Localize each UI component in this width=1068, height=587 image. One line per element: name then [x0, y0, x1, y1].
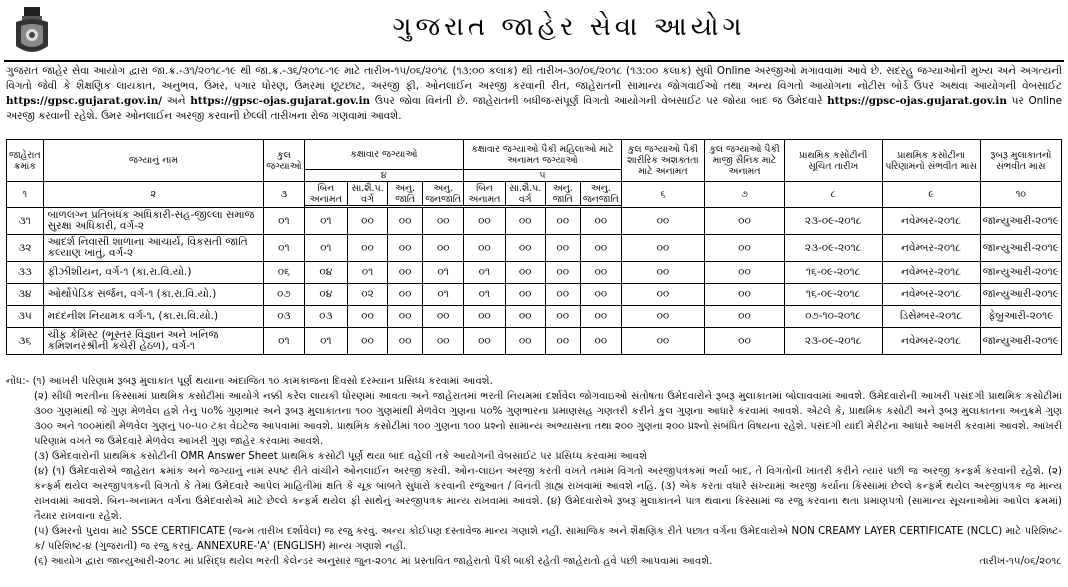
- intro-text-4: પર Online અરજી કરવાની રહેશે. ઉંમર ઓનલાઈન અરજી કરવાની છેલ્લી તારીખના રોજ ગણવામાં આવશે.: [6, 95, 1063, 122]
- col-number-5: ૫: [464, 170, 622, 182]
- cell-post-name: ઓર્થોપેડિક સર્જન, વર્ગ-૧ (કા.રા.વિ.યો.): [43, 284, 264, 306]
- note-1: નોંધ:- (૧) આખરી પરિણામ રૂબરૂ મુલાકાત પૂર્ણ થયાના અંદાજિત ૧૦ કામકાજના દિવસો દરમ્યાન પ્રસિધ્ધ કરવામાં આવશે.: [6, 376, 493, 387]
- notice-date: તારીખ-૧૫/૦૬/૨૦૧૮: [979, 556, 1062, 567]
- col-number-1: ૧: [7, 182, 44, 208]
- cell-women-sebc: ૦૦: [505, 306, 545, 328]
- cell-women-st: ૦૦: [580, 328, 621, 355]
- table-row: [7, 235, 1062, 262]
- sub-sc-women: અનુ. જાતિ: [545, 182, 580, 206]
- cell-result-month: નવેમ્બર-૨૦૧૮: [882, 235, 980, 262]
- intro-text-1: ગુજરાત જાહેર સેવા આયોગ દ્વારા જા.ક્ર.-૩૧/૨૦૧૮-૧૯ થી જા.ક્ર.-૩૬/૨૦૧૮-૧૯ માટે તારીખ-૧૫/૦૬/૨૦૧૮ (૧૩:૦૦ કલાક) થી તારીખ-૩૦/૦૬/૨૦૧૮ (૧૩:૦૦ કલાક) સુધી Online અરજીઓ મંગાવવામાં આવે છે. સદરહુ જગ્યાઓની મુખ્ય અને અગત્યની વિગતો જેવી કે શૈક્ષણિક લાયકાત, અનુભવ, ઉંમર, પગાર ધોરણ, ઉંમરમાં છૂટછાટ, અરજી ફી, ઓનલાઈન અરજી કરવાની રીત, જાહેરાતની સામાન્ય જોગવાઈઓ તથા અન્ય વિગતો આયોગના નોટીસ બોર્ડ ઉપર અથવા આયોગની વેબસાઈટ: [6, 65, 1062, 92]
- cell-women-st: ૦૦: [580, 306, 621, 328]
- cell-result-month: નવેમ્બર-૨૦૧૮: [882, 262, 980, 284]
- col-result-month: પ્રાથમિક કસોટીના પરિણામનો સંભવીત માસ: [882, 140, 980, 182]
- cell-women-sc: ૦૦: [545, 284, 580, 306]
- cell-post-name: બાળલગ્ન પ્રતિબંધક અધિકારી-સહ-જીલ્લા સમાજ સુરક્ષા અધિકારી, વર્ગ-૨: [43, 208, 264, 235]
- cell-women-sebc: ૦૦: [505, 262, 545, 284]
- cell-cat-sc: ૦૦: [387, 284, 422, 306]
- intro-text-2: અને: [166, 95, 186, 107]
- cell-interview-month: જાન્યુઆરી-૨૦૧૯: [980, 235, 1061, 262]
- table-row: [7, 262, 1062, 284]
- cell-disabled: ૦૦: [621, 208, 704, 235]
- cell-interview-month: ફેબ્રુઆરી-૨૦૧૯: [980, 306, 1061, 328]
- cell-cat-st: ૦૦: [423, 208, 464, 235]
- cell-cat-general: ૦૩: [304, 306, 348, 328]
- col-interview-month: રૂબરૂ મુલાકાતનો સંભવીત માસ: [980, 140, 1061, 182]
- cell-prelim-date: ૨૩-૦૯-૨૦૧૮: [784, 328, 882, 355]
- intro-paragraph: [6, 64, 1062, 124]
- cell-cat-st: ૦૧: [423, 284, 464, 306]
- cell-women-sebc: ૦૦: [505, 235, 545, 262]
- cell-women-st: ૦૦: [580, 284, 621, 306]
- cell-cat-sebc: ૦૦: [348, 306, 388, 328]
- cell-cat-sc: ૦૦: [387, 235, 422, 262]
- cell-women-sc: ૦૦: [545, 208, 580, 235]
- cell-interview-month: જાન્યુઆરી-૨૦૧૯: [980, 328, 1061, 355]
- cell-cat-sebc: ૦૦: [348, 208, 388, 235]
- table-row: [7, 306, 1062, 328]
- cell-cat-general: ૦૧: [304, 235, 348, 262]
- notes-section: [6, 374, 1062, 569]
- cell-women-general: ૦૦: [464, 208, 506, 235]
- sub-general: બિન અનામત: [304, 182, 348, 206]
- cell-women-sebc: ૦૦: [505, 284, 545, 306]
- col-adv-no: જાહેરાત ક્રમાંક: [7, 140, 44, 182]
- cell-post-name: આદર્શ નિવાસી શાળાના આચાર્ય, વિકસતી જાતિ કલ્યાણ ખાતું, વર્ગ-૨: [43, 235, 264, 262]
- cell-cat-general: ૦૪: [304, 284, 348, 306]
- cell-result-month: નવેમ્બર-૨૦૧૮: [882, 328, 980, 355]
- col-number-3: ૩: [264, 182, 304, 208]
- note-6: (૬) આયોગ દ્વારા જાન્યુઆરી-૨૦૧૮ માં પ્રસિદ્ધ થયેલ ભરતી કેલેન્ડર અનુસાર જુન-૨૦૧૮ માં પ્રસ્તાવિત જાહેરાતો પૈકી બાકી રહેતી જાહેરાતો હવે પછી આપવામાં આવશે.: [34, 556, 713, 567]
- sub-sc: અનુ. જાતિ: [387, 182, 422, 206]
- cell-cat-sebc: ૦૧: [348, 262, 388, 284]
- col-number-7: ૭: [705, 182, 785, 208]
- cell-women-sebc: ૦૦: [505, 208, 545, 235]
- intro-text-3: ઉપર જોવા વિનંતી છે. જાહેરાતની બધીજ-સંપૂર્ણ વિગતો આયોગની વેબસાઈટ પર જોયા બાદ જ ઉમેદવારે: [374, 95, 823, 107]
- col-women-reserved: કક્ષાવાર જગ્યાઓ પૈકી મહિલાઓ માટે અનામત જગ્યાઓ: [464, 140, 622, 170]
- table-row: [7, 328, 1062, 355]
- sub-sebc-women: સા.શૈ.પ. વર્ગ: [505, 182, 545, 206]
- cell-women-sebc: ૦૦: [505, 328, 545, 355]
- cell-women-sc: ૦૦: [545, 235, 580, 262]
- cell-women-general: ૦૧: [464, 262, 506, 284]
- col-number-10: ૧૦: [980, 182, 1061, 208]
- cell-total: ૦૬: [264, 262, 304, 284]
- cell-prelim-date: ૧૬-૦૯-૨૦૧૮: [784, 262, 882, 284]
- cell-cat-general: ૦૧: [304, 328, 348, 355]
- cell-total: ૦૧: [264, 235, 304, 262]
- cell-exservice: ૦૦: [705, 208, 785, 235]
- cell-prelim-date: ૧૬-૦૯-૨૦૧૮: [784, 284, 882, 306]
- cell-result-month: ડિસેમ્બર-૨૦૧૮: [882, 306, 980, 328]
- note-2: (૨) સીધી ભરતીના કિસ્સામાં પ્રાથમિક કસોટીમાં આયોગે નક્કી કરેલ લાયકી ધોરણમાં આવતા અને જાહેરાતમાં ભરતી નિયમમાં દર્શાવેલ જોગવાઇઓ સંતોષતા ઉમેદવારોને રૂબરૂ મુલાકાતમાં બોલાવવામાં આવશે. ઉમેદવારોની આખરી પસંદગી પ્રાથમિક કસોટીમાં ૩૦૦ ગુણમાંથી જે ગુણ મેળવેલ હશે તેનું ૫૦% ગુણભાર અને રૂબરૂ મુલાકાતના ૧૦૦ ગુણમાંથી મેળવેલ ગુણના ૫૦% ગુણભારના પ્રમાણસહ ગણતરી કરીને કુલ ગુણના આધારે કરવામાં આવશે. એટલે કે, પ્રાથમિક કસોટી અને રૂબરૂ મુલાકાતના અનુક્રમે ગુણ ૩૦૦ અને ૧૦૦માંથી મેળવેલ ગુણનું ૫૦-૫૦ ટકા વેઇટેજ આપવામાં આવશે. પ્રાથમિક કસોટીમાં ૧૦૦ ગુણના ૧૦૦ પ્રશ્નો સામાન્ય અભ્યાસના તથા ૨૦૦ ગુણના ૨૦૦ પ્રશ્નો સંબંધિત વિષયના રહેશે. પસંદગી યાદી મેરીટના આધારે આખરી કરવામાં આવશે. આખરી પરિણામ વખતે જ ઉમેદવારે મેળવેલ આખરી ગુણ જાહેર કરવામાં આવશે.: [34, 391, 1062, 447]
- cell-cat-sc: ૦૦: [387, 262, 422, 284]
- cell-adv-no: ૩૧: [7, 208, 44, 235]
- cell-post-name: મદદનીશ નિયામક વર્ગ-૧, (કા.રા.વિ.યો.): [43, 306, 264, 328]
- posts-table: [6, 139, 1062, 355]
- sub-general-women: બિન અનામત: [464, 182, 506, 206]
- cell-cat-general: ૦૧: [304, 208, 348, 235]
- page-title: ગુજરાત જાહેર સેવા આયોગ: [392, 12, 746, 42]
- cell-women-st: ૦૦: [580, 208, 621, 235]
- col-total-posts: કુલ જગ્યાઓ: [264, 140, 304, 182]
- cell-exservice: ૦૦: [705, 306, 785, 328]
- col-exservice-reserved: કુલ જગ્યાઓ પૈકી માજી સૈનિક માટે અનામત: [705, 140, 785, 182]
- cell-disabled: ૦૦: [621, 262, 704, 284]
- cell-women-st: ૦૦: [580, 262, 621, 284]
- cell-women-sc: ૦૦: [545, 306, 580, 328]
- cell-interview-month: જાન્યુઆરી-૨૦૧૯: [980, 262, 1061, 284]
- cell-cat-sebc: ૦૦: [348, 328, 388, 355]
- cell-cat-st: ૦૦: [423, 328, 464, 355]
- cell-women-general: ૦૧: [464, 284, 506, 306]
- cell-interview-month: જાન્યુઆરી-૨૦૧૯: [980, 208, 1061, 235]
- cell-adv-no: ૩૬: [7, 328, 44, 355]
- cell-disabled: ૦૦: [621, 284, 704, 306]
- cell-interview-month: જાન્યુઆરી-૨૦૧૯: [980, 284, 1061, 306]
- note-3: (૩) ઉમેદવારોની પ્રાથમિક કસોટીની OMR Answer Sheet પ્રાથમિક કસોટી પૂર્ણ થયા બાદ વહેલી તકે આયોગની વેબસાઈટ પર પ્રસિધ્ધ કરવામાં આવશે: [34, 451, 648, 462]
- col-post-name: જગ્યાનું નામ: [43, 140, 264, 182]
- cell-cat-sebc: ૦૨: [348, 284, 388, 306]
- col-prelim-date: પ્રાથમિક કસોટીની સૂચિત તારીખ: [784, 140, 882, 182]
- cell-total: ૦૧: [264, 328, 304, 355]
- cell-women-general: ૦૦: [464, 328, 506, 355]
- cell-post-name: ફીઝીશીયન, વર્ગ-૧ (કા.રા.વિ.યો.): [43, 262, 264, 284]
- gpsc-website-link[interactable]: https://gpsc.gujarat.gov.in/: [6, 95, 163, 107]
- ojas-website-link-2[interactable]: https://gpsc-ojas.gujarat.gov.in: [827, 95, 1007, 107]
- cell-adv-no: ૩૩: [7, 262, 44, 284]
- cell-prelim-date: ૨૩-૦૯-૨૦૧૮: [784, 235, 882, 262]
- cell-disabled: ૦૦: [621, 306, 704, 328]
- cell-women-st: ૦૦: [580, 235, 621, 262]
- cell-prelim-date: ૨૩-૦૯-૨૦૧૮: [784, 208, 882, 235]
- cell-women-general: ૦૦: [464, 235, 506, 262]
- cell-exservice: ૦૦: [705, 328, 785, 355]
- cell-disabled: ૦૦: [621, 235, 704, 262]
- cell-total: ૦૩: [264, 306, 304, 328]
- note-5: (૫) ઉંમરનો પુરાવા માટે SSCE CERTIFICATE (જન્મ તારીખ દર્શાવેલ) જ રજુ કરવું. અન્ય કોઈપણ દસ્તાવેજ માન્ય ગણાશે નહીં. સામાજિક અને શૈક્ષણિક રીતે પછાત વર્ગના ઉમેદવારોએ NON CREAMY LAYER CERTIFICATE (NCLC) માટે પરિશિષ્ટ-ક/ પરિશિષ્ટ-૪ (ગુજરાતી) જ રજુ કરવું. ANNEXURE-'A' (ENGLISH) માન્ય ગણાશે નહીં.: [34, 526, 1062, 552]
- cell-disabled: ૦૦: [621, 328, 704, 355]
- cell-women-sc: ૦૦: [545, 262, 580, 284]
- cell-cat-sebc: ૦૦: [348, 235, 388, 262]
- gpsc-emblem-icon: [10, 6, 54, 58]
- header: [4, 4, 1064, 62]
- table-row: [7, 208, 1062, 235]
- cell-result-month: નવેમ્બર-૨૦૧૮: [882, 208, 980, 235]
- col-number-4: ૪: [304, 170, 464, 182]
- col-number-9: ૯: [882, 182, 980, 208]
- cell-cat-st: ૦૦: [423, 306, 464, 328]
- sub-st: અનુ. જનજાતિ: [423, 182, 464, 206]
- col-category-posts: કક્ષાવાર જગ્યાઓ: [304, 140, 464, 170]
- cell-exservice: ૦૦: [705, 262, 785, 284]
- cell-cat-st: ૦૧: [423, 262, 464, 284]
- cell-post-name: ચીફ કેમિસ્ટ (ભૂસ્તર વિજ્ઞાન અને ખનિજ કમિશનરશ્રીની કચેરી હેઠળ), વર્ગ-૧: [43, 328, 264, 355]
- sub-sebc: સા.શૈ.પ. વર્ગ: [348, 182, 388, 206]
- col-number-8: ૮: [784, 182, 882, 208]
- cell-adv-no: ૩૨: [7, 235, 44, 262]
- cell-cat-sc: ૦૦: [387, 306, 422, 328]
- cell-total: ૦૧: [264, 208, 304, 235]
- cell-exservice: ૦૦: [705, 284, 785, 306]
- cell-cat-sc: ૦૦: [387, 328, 422, 355]
- cell-women-general: ૦૦: [464, 306, 506, 328]
- note-4: (૪) (૧) ઉમેદવારોએ જાહેરાત ક્રમાંક અને જગ્યાનું નામ સ્પષ્ટ રીતે વાંચીને ઓનલાઈન અરજી કરવી. ઓન-લાઇન અરજી કરતી વખતે તમામ વિગતો અરજીપત્રકમાં ભર્યા બાદ, તે વિગતોની ખાતરી કરીને ત્યાર પછી જ અરજી કન્ફર્મ કરવાની રહેશે. (૨) કન્ફર્મ થયેલ અરજીપત્રકની વિગતો કે તેમાં ઉમેદવારે આપેલ માહિતીમાં ક્ષતિ કે ચૂક બાબતે સુધારો કરવાની રજુઆત / વિનંતી ગ્રાહ્ય રાખવામાં આવશે નહિ. (૩) એક કરતાં વધારે સંખ્યામાં અરજી કર્યાના કિસ્સામાં છેલ્લે કન્ફર્મ થયેલ અરજીપત્રક જ માન્ય રાખવામાં આવશે. બિન-અનામત વર્ગના ઉમેદવારોએ માટે છેલ્લે કન્ફર્મ થયેલ ફી સાથેનું અરજીપત્રક માન્ય રાખવામાં આવશે. (૪) ઉમેદવારોએ રૂબરૂ મુલાકાતને પાત્ર થવાના કિસ્સામાં જ રજુ કરવાના થતા પ્રમાણપત્રો (સામાન્ય સૂચનાઓમાં આપેલ ક્રમમાં) તૈયાર રાખવાના રહેશે.: [34, 466, 1062, 522]
- cell-prelim-date: ૦૭-૧૦-૨૦૧૮: [784, 306, 882, 328]
- col-disabled-reserved: કુલ જગ્યાઓ પૈકી શારીરિક અશક્તતા માટે અનામત: [621, 140, 704, 182]
- cell-total: ૦૭: [264, 284, 304, 306]
- table-row: [7, 284, 1062, 306]
- cell-cat-sc: ૦૦: [387, 208, 422, 235]
- posts-table-body: [7, 208, 1062, 355]
- cell-exservice: ૦૦: [705, 235, 785, 262]
- col-number-2: ૨: [43, 182, 264, 208]
- cell-women-sc: ૦૦: [545, 328, 580, 355]
- cell-result-month: નવેમ્બર-૨૦૧૮: [882, 284, 980, 306]
- ojas-website-link[interactable]: https://gpsc-ojas.gujarat.gov.in: [190, 95, 371, 107]
- cell-adv-no: ૩૫: [7, 306, 44, 328]
- cell-adv-no: ૩૪: [7, 284, 44, 306]
- col-number-6: ૬: [621, 182, 704, 208]
- sub-st-women: અનુ. જનજાતિ: [580, 182, 621, 206]
- cell-cat-st: ૦૦: [423, 235, 464, 262]
- cell-cat-general: ૦૪: [304, 262, 348, 284]
